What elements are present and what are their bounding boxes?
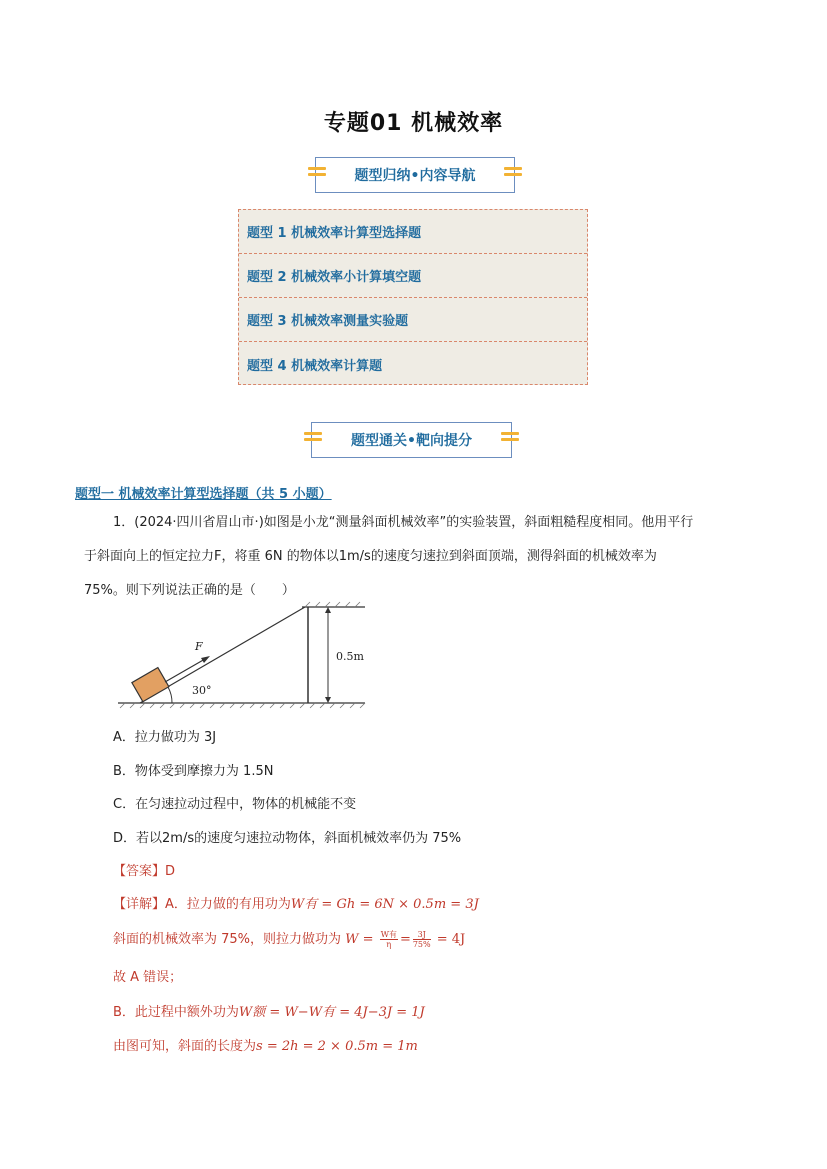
force-arrow	[165, 659, 205, 682]
solution-label: 【详解】	[113, 897, 166, 912]
height-arrow-up-icon	[325, 607, 331, 613]
solution-line-4	[113, 1001, 425, 1020]
top-hatch	[305, 602, 360, 607]
banner-bar-icon	[304, 432, 322, 448]
force-arrowhead-icon	[201, 656, 210, 663]
nav-item-type-4[interactable]: 题型 4 机械效率计算题	[247, 358, 383, 374]
ground-hatch	[120, 703, 365, 708]
solution-line-1	[113, 893, 479, 912]
formula-total-work-rhs: = 4J	[436, 932, 466, 947]
nav-banner	[315, 157, 515, 193]
question-line-2: 于斜面向上的恒定拉力F，将重 6N 的物体以1m/s的速度匀速拉到斜面顶端，测得斜面的机械效率为	[84, 549, 657, 564]
solution-l4-text: B．此过程中额外功为	[113, 1005, 239, 1020]
fraction-denominator: η	[386, 940, 392, 949]
fraction-3j-over-75	[413, 930, 431, 949]
question-line-3: 75%。则下列说法正确的是（ ）	[84, 583, 295, 598]
practice-banner	[311, 422, 512, 458]
practice-banner-label: 题型通关•靶向提分	[351, 433, 472, 449]
solution-l1-text: A．拉力做的有用功为	[165, 897, 291, 912]
banner-bar-icon	[504, 167, 522, 183]
solution-line-3: 故 A 错误；	[113, 970, 183, 985]
content-nav	[238, 209, 588, 385]
fraction-denominator: 75%	[412, 940, 431, 949]
option-d[interactable]: D．若以2m/s的速度匀速拉动物体，斜面机械效率仍为 75%	[113, 831, 462, 846]
fraction-useful-over-eta	[380, 930, 398, 949]
answer-value: D	[165, 864, 176, 879]
nav-item-type-3[interactable]: 题型 3 机械效率测量实验题	[239, 298, 587, 342]
answer-line	[113, 860, 175, 879]
option-b[interactable]: B．物体受到摩擦力为 1.5N	[113, 764, 274, 779]
section-heading[interactable]: 题型一 机械效率计算型选择题（共 5 小题）	[75, 487, 332, 502]
banner-bar-icon	[308, 167, 326, 183]
fraction-numerator: W有	[380, 930, 397, 939]
height-arrow-down-icon	[325, 697, 331, 703]
option-a[interactable]: A．拉力做功为 3J	[113, 730, 217, 745]
answer-label: 【答案】	[113, 864, 166, 879]
banner-bar-icon	[501, 432, 519, 448]
nav-banner-label: 题型归纳•内容导航	[354, 168, 476, 184]
incline-figure	[110, 600, 370, 716]
angle-arc	[168, 687, 172, 703]
question-line-1: 1．(2024·四川省眉山市·)如图是小龙“测量斜面机械效率”的实验装置，斜面粗糙程度相同。他用平行	[113, 515, 694, 530]
formula-extra-work: W额 = W−W有 = 4J−3J = 1J	[238, 1005, 425, 1020]
height-label: 0.5m	[336, 650, 364, 663]
formula-useful-work: W有 = Gh = 6N × 0.5m = 3J	[290, 897, 479, 912]
formula-length: s = 2h = 2 × 0.5m = 1m	[256, 1039, 418, 1054]
page-title: 专题01 机械效率	[323, 111, 504, 136]
force-label: F	[195, 640, 203, 653]
nav-item-type-1[interactable]: 题型 1 机械效率计算型选择题	[239, 210, 587, 254]
solution-l2-text: 斜面的机械效率为 75%，则拉力做功为	[113, 932, 342, 947]
formula-total-work-lhs: W =	[345, 932, 374, 947]
solution-line-2: 斜面的机械效率为 75%，则拉力做功为 W = $\frac{\text{W有}}{\eta}$ = $\frac{3J}{75\%}$ = 4J	[113, 930, 466, 949]
option-c[interactable]: C．在匀速拉动过程中，物体的机械能不变	[113, 797, 357, 812]
solution-l5-text: 由图可知，斜面的长度为	[113, 1039, 257, 1054]
block	[132, 668, 169, 702]
fraction-numerator: 3J	[413, 930, 431, 940]
angle-label: 30°	[192, 684, 212, 697]
nav-item-type-2[interactable]: 题型 2 机械效率小计算填空题	[239, 254, 587, 298]
solution-line-5	[113, 1035, 418, 1054]
